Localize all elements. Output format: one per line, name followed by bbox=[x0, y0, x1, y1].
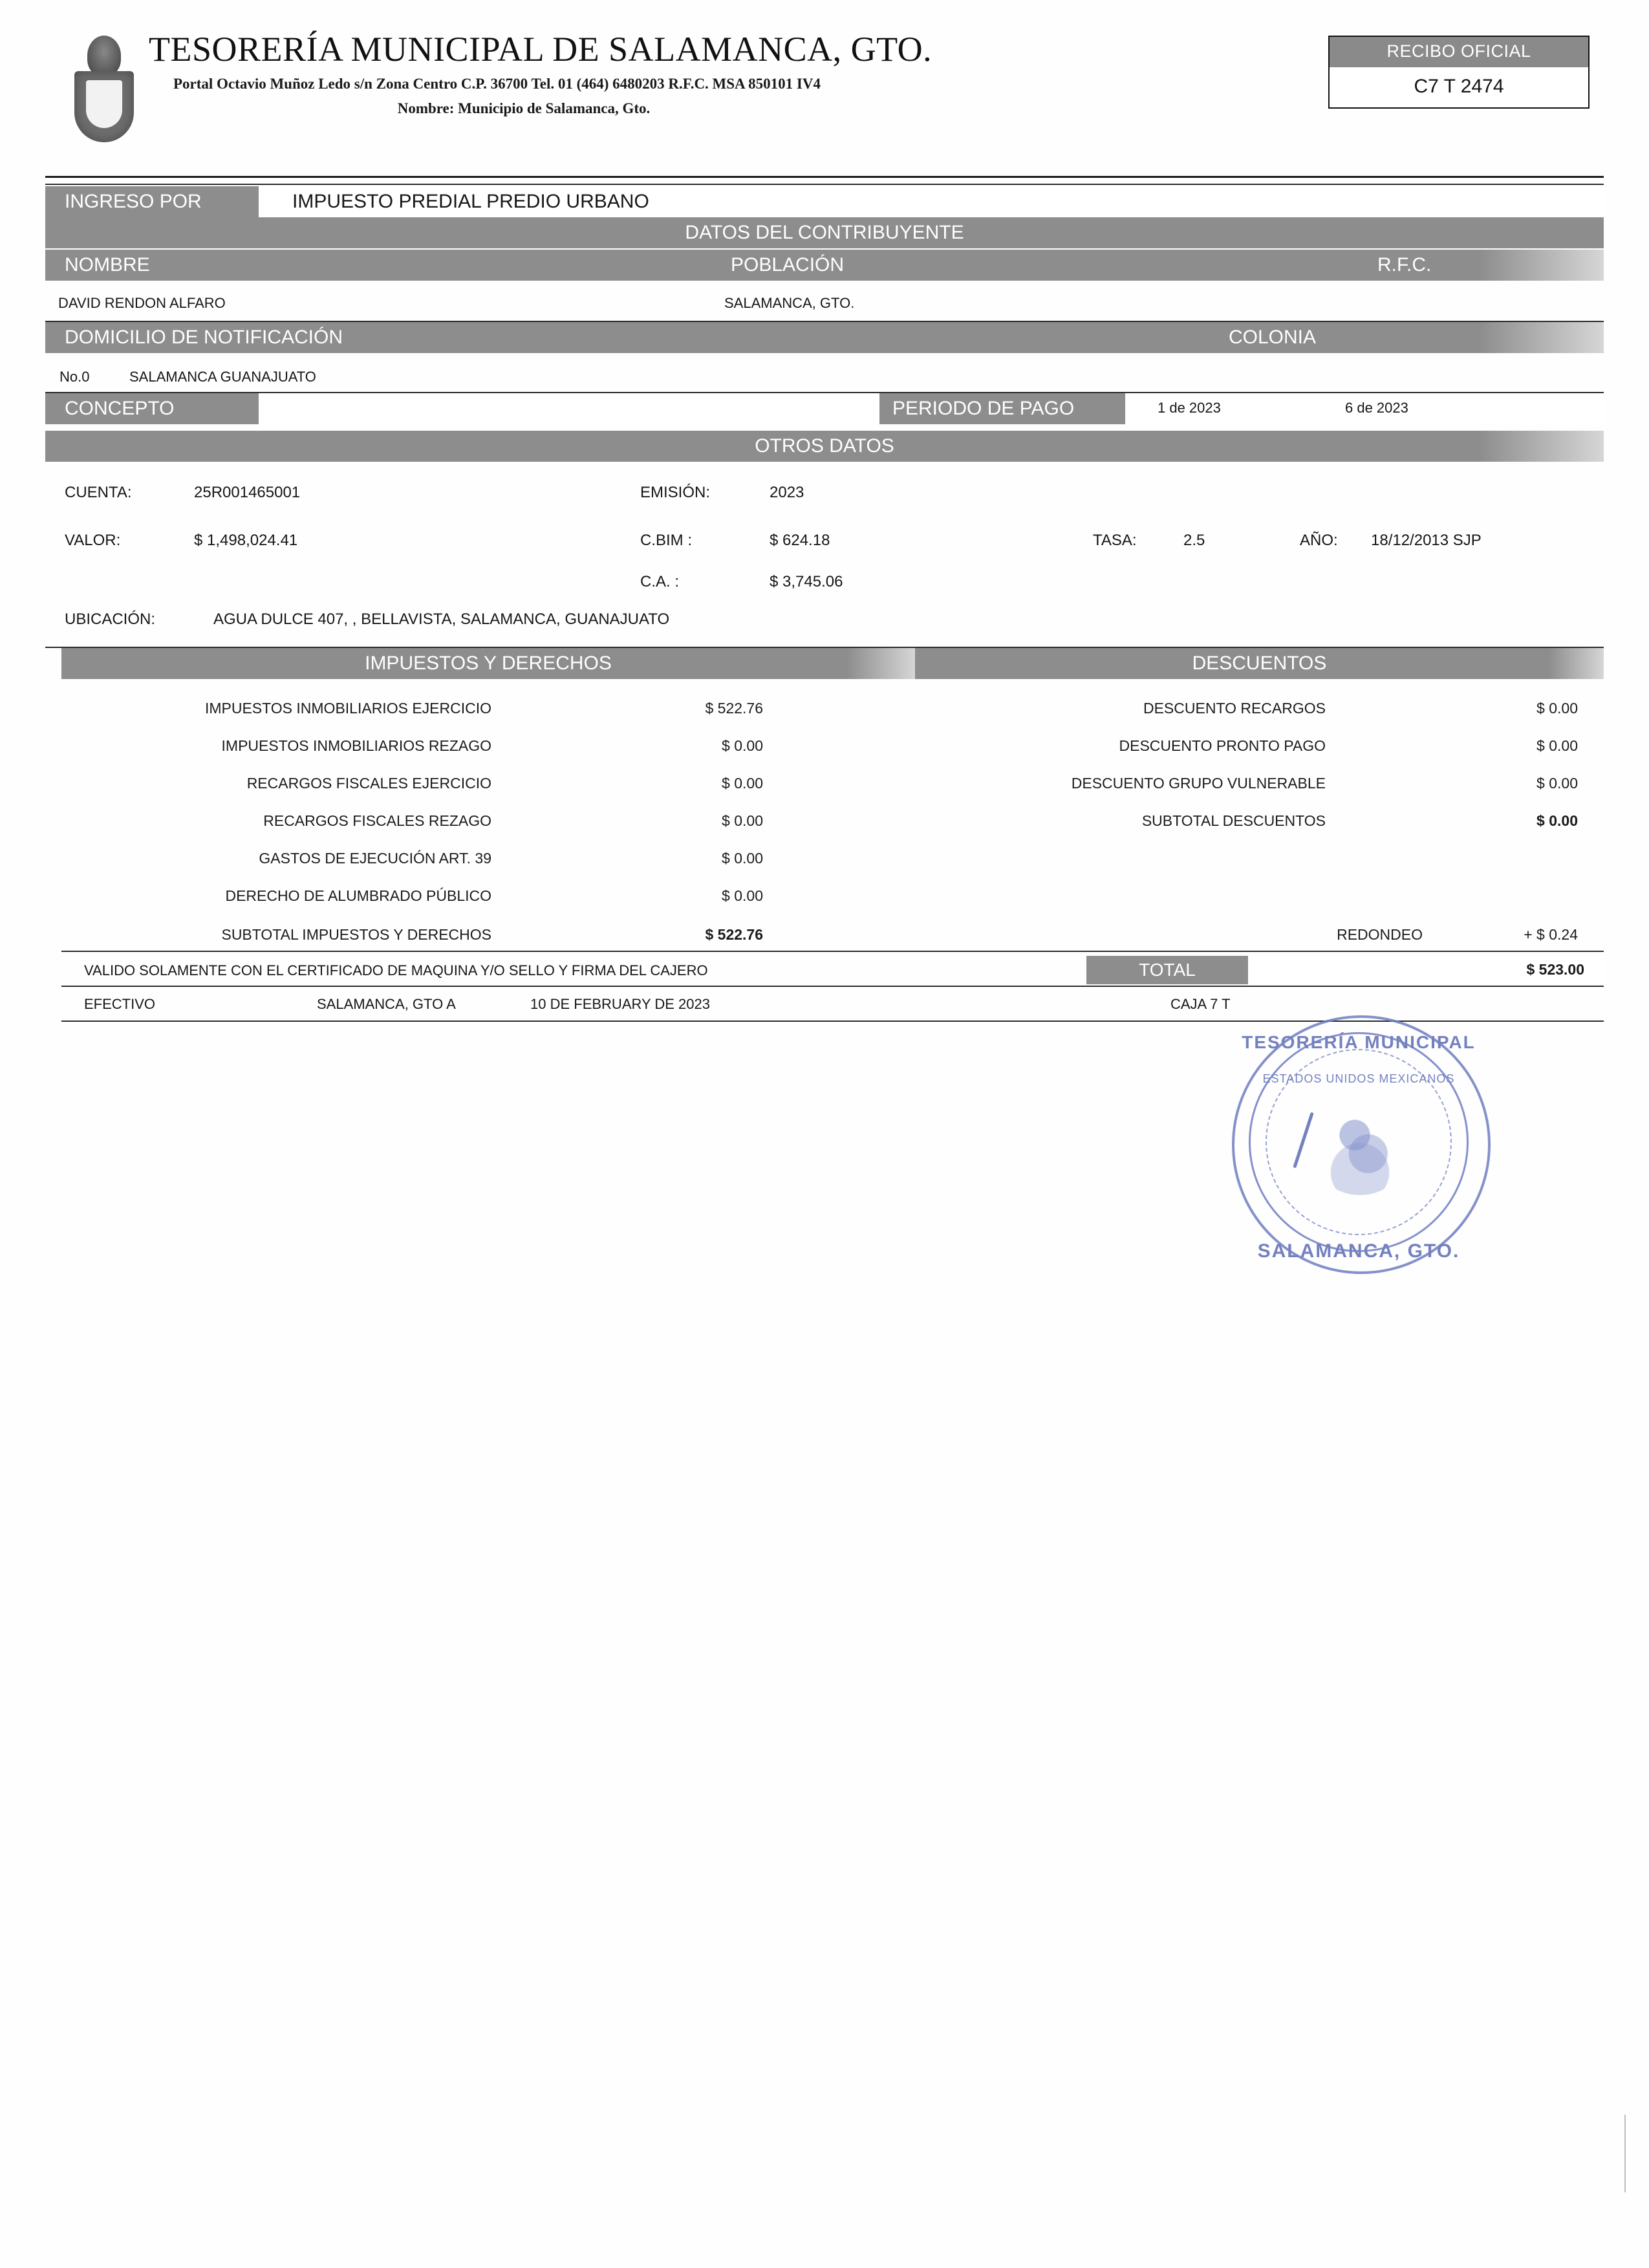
otros-datos-section-bar: OTROS DATOS bbox=[45, 431, 1604, 462]
org-title-block bbox=[149, 29, 1248, 117]
tasa-label: TASA: bbox=[1093, 532, 1137, 549]
cbim-value: $ 624.18 bbox=[770, 532, 830, 549]
table-row: DESCUENTO PRONTO PAGO bbox=[1119, 737, 1326, 754]
footer-rule-1 bbox=[61, 986, 1604, 987]
stamp-mid-text: ESTADOS UNIDOS MEXICANOS bbox=[1262, 1072, 1455, 1085]
table-row: IMPUESTOS INMOBILIARIOS EJERCICIO bbox=[204, 700, 491, 717]
ca-label: C.A. : bbox=[640, 573, 680, 590]
colonia-label: COLONIA bbox=[1229, 327, 1317, 348]
validez-text: VALIDO SOLAMENTE CON EL CERTIFICADO DE MAQUINA Y/O SELLO Y FIRMA DEL CAJERO bbox=[84, 962, 708, 978]
table-row: DESCUENTO RECARGOS bbox=[1143, 700, 1326, 717]
descuentos-section-bar: DESCUENTOS bbox=[915, 648, 1604, 679]
total-label-bar: TOTAL bbox=[1086, 956, 1248, 984]
header-divider bbox=[45, 176, 1604, 178]
coat-of-arms-icon bbox=[68, 36, 142, 158]
stamp-top-text: TESORERÍA MUNICIPAL bbox=[1242, 1032, 1476, 1052]
official-seal-stamp bbox=[1232, 1015, 1491, 1274]
concepto-value-box bbox=[259, 393, 879, 424]
nombre-value: DAVID RENDON ALFARO bbox=[58, 295, 226, 311]
contribuyente-column-bar bbox=[45, 250, 1604, 281]
periodo-label-bar: PERIODO DE PAGO bbox=[879, 393, 1125, 424]
redondeo-amount: + $ 0.24 bbox=[1524, 926, 1578, 943]
emision-value: 2023 bbox=[770, 484, 804, 501]
ingreso-top-rule bbox=[45, 184, 1604, 185]
table-row: IMPUESTOS INMOBILIARIOS REZAGO bbox=[221, 737, 491, 754]
table-row-amount: $ 0.00 bbox=[722, 737, 763, 754]
ca-value: $ 3,745.06 bbox=[770, 573, 843, 590]
impuestos-subtotal-amount: $ 522.76 bbox=[705, 926, 763, 943]
cbim-label: C.BIM : bbox=[640, 532, 693, 549]
rfc-label: R.F.C. bbox=[1377, 254, 1432, 275]
domicilio-column-bar bbox=[45, 322, 1604, 353]
poblacion-value: SALAMANCA, GTO. bbox=[724, 295, 855, 311]
table-row-amount: $ 0.00 bbox=[722, 812, 763, 829]
fecha: 10 DE FEBRUARY DE 2023 bbox=[530, 996, 710, 1012]
domicilio-value: SALAMANCA GUANAJUATO bbox=[129, 369, 316, 385]
nombre-label: NOMBRE bbox=[65, 254, 150, 275]
contribuyente-section-bar: DATOS DEL CONTRIBUYENTE bbox=[45, 217, 1604, 248]
table-row: RECARGOS FISCALES REZAGO bbox=[263, 812, 491, 829]
table-row: RECARGOS FISCALES EJERCICIO bbox=[246, 775, 491, 792]
domicilio-label: DOMICILIO DE NOTIFICACIÓN bbox=[65, 327, 343, 348]
redondeo-label: REDONDEO bbox=[1337, 926, 1423, 943]
poblacion-label: POBLACIÓN bbox=[731, 254, 845, 275]
descuentos-subtotal-label: SUBTOTAL DESCUENTOS bbox=[1141, 812, 1326, 829]
official-receipt-box bbox=[1328, 36, 1590, 109]
cuenta-value: 25R001465001 bbox=[194, 484, 301, 501]
receipt-number: C7 T 2474 bbox=[1330, 67, 1588, 107]
table-row-amount: $ 0.00 bbox=[722, 775, 763, 792]
org-name-line: Nombre: Municipio de Salamanca, Gto. bbox=[397, 100, 651, 116]
ingreso-por-label-bar: INGRESO POR bbox=[45, 186, 304, 217]
org-address: Portal Octavio Muñoz Ledo s/n Zona Centro C.P. 36700 Tel. 01 (464) 6480203 R.F.C. MSA 850101 IV4 bbox=[173, 76, 821, 92]
table-row-amount: $ 0.00 bbox=[722, 850, 763, 867]
eagle-emblem-icon bbox=[1308, 1092, 1412, 1195]
ingreso-por-value: IMPUESTO PREDIAL PREDIO URBANO bbox=[292, 191, 649, 212]
total-top-rule bbox=[61, 951, 1604, 952]
periodo-desde: 1 de 2023 bbox=[1158, 400, 1221, 416]
table-row: GASTOS DE EJECUCIÓN ART. 39 bbox=[259, 850, 491, 867]
periodo-hasta: 6 de 2023 bbox=[1345, 400, 1408, 416]
tasa-value: 2.5 bbox=[1183, 532, 1205, 549]
forma-pago: EFECTIVO bbox=[84, 996, 156, 1012]
total-amount: $ 523.00 bbox=[1526, 961, 1584, 978]
impuestos-section-bar: IMPUESTOS Y DERECHOS bbox=[61, 648, 915, 679]
scan-edge-artifact bbox=[1624, 2115, 1626, 2192]
ubicacion-label: UBICACIÓN: bbox=[65, 610, 156, 628]
table-row-amount: $ 0.00 bbox=[1536, 737, 1578, 754]
table-row-amount: $ 0.00 bbox=[1536, 775, 1578, 792]
anio-value: 18/12/2013 SJP bbox=[1371, 532, 1482, 549]
table-row-amount: $ 0.00 bbox=[1536, 700, 1578, 717]
domicilio-number: No.0 bbox=[59, 369, 90, 385]
table-row-amount: $ 0.00 bbox=[722, 887, 763, 904]
table-row: DESCUENTO GRUPO VULNERABLE bbox=[1071, 775, 1326, 792]
stamp-bottom-text: SALAMANCA, GTO. bbox=[1257, 1240, 1460, 1262]
document-header bbox=[45, 29, 1604, 168]
descuentos-subtotal-amount: $ 0.00 bbox=[1536, 812, 1578, 829]
receipt-label: RECIBO OFICIAL bbox=[1330, 37, 1588, 67]
table-row-amount: $ 522.76 bbox=[705, 700, 763, 717]
lugar: SALAMANCA, GTO A bbox=[317, 996, 456, 1012]
ubicacion-value: AGUA DULCE 407, , BELLAVISTA, SALAMANCA, GUANAJUATO bbox=[213, 610, 670, 628]
emision-label: EMISIÓN: bbox=[640, 484, 711, 501]
valor-label: VALOR: bbox=[65, 532, 121, 549]
caja: CAJA 7 T bbox=[1170, 996, 1231, 1012]
concepto-label-bar: CONCEPTO bbox=[45, 393, 259, 424]
cuenta-label: CUENTA: bbox=[65, 484, 132, 501]
impuestos-subtotal-label: SUBTOTAL IMPUESTOS Y DERECHOS bbox=[221, 926, 491, 943]
table-row: DERECHO DE ALUMBRADO PÚBLICO bbox=[225, 887, 491, 904]
anio-label: AÑO: bbox=[1300, 532, 1338, 549]
page-title: TESORERÍA MUNICIPAL DE SALAMANCA, GTO. bbox=[149, 30, 932, 69]
valor-value: $ 1,498,024.41 bbox=[194, 532, 298, 549]
